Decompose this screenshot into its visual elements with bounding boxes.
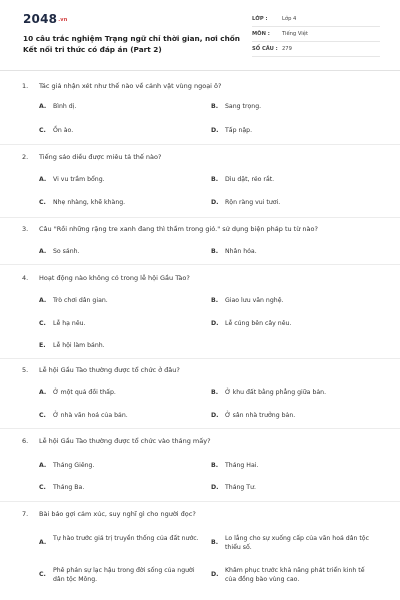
meta-info: [252, 12, 380, 57]
site-logo[interactable]: 2048.vn: [23, 12, 68, 26]
question-text: 7. Bài báo gợi cảm xúc, suy nghĩ gì cho người đọc?: [22, 510, 196, 518]
question-text: 4. Hoạt động nào không có trong lễ hội Gầu Tào?: [22, 274, 190, 282]
page-title: 10 câu trắc nghiệm Trạng ngữ chỉ thời gian, nơi chốn Kết nối tri thức có đáp án (Part 2): [23, 34, 241, 54]
question-divider: [0, 144, 400, 145]
question-text: 6. Lễ hội Gầu Tào thường được tổ chức vào tháng mấy?: [22, 437, 211, 445]
meta-label: SỐ CÂU :: [252, 46, 278, 52]
question-divider: [0, 358, 400, 359]
meta-label: MÔN :: [252, 31, 270, 37]
header-divider: [0, 70, 400, 71]
question-text: 5. Lễ hội Gầu Tào thường được tổ chức ở đâu?: [22, 366, 180, 374]
question-divider: [0, 264, 400, 265]
meta-row-subject: [252, 27, 380, 42]
meta-row-count: [252, 42, 380, 57]
question-divider: [0, 501, 400, 502]
question-text: 2. Tiếng sáo diều được miêu tả thế nào?: [22, 153, 162, 161]
page-header: [0, 0, 400, 72]
question-divider: [0, 217, 400, 218]
meta-row-class: [252, 12, 380, 27]
meta-value: Tiếng Việt: [282, 31, 308, 37]
question-divider: [0, 428, 400, 429]
meta-value: 279: [282, 46, 292, 52]
meta-label: LỚP :: [252, 16, 268, 22]
question-text: 1. Tác giả nhận xét như thế nào về cảnh vật vùng ngoại ô?: [22, 82, 222, 90]
question-text: 3. Câu "Rồi những rặng tre xanh đang thì thầm trong gió." sử dụng biện pháp tu từ nào?: [22, 225, 318, 233]
meta-value: Lớp 4: [282, 16, 297, 22]
